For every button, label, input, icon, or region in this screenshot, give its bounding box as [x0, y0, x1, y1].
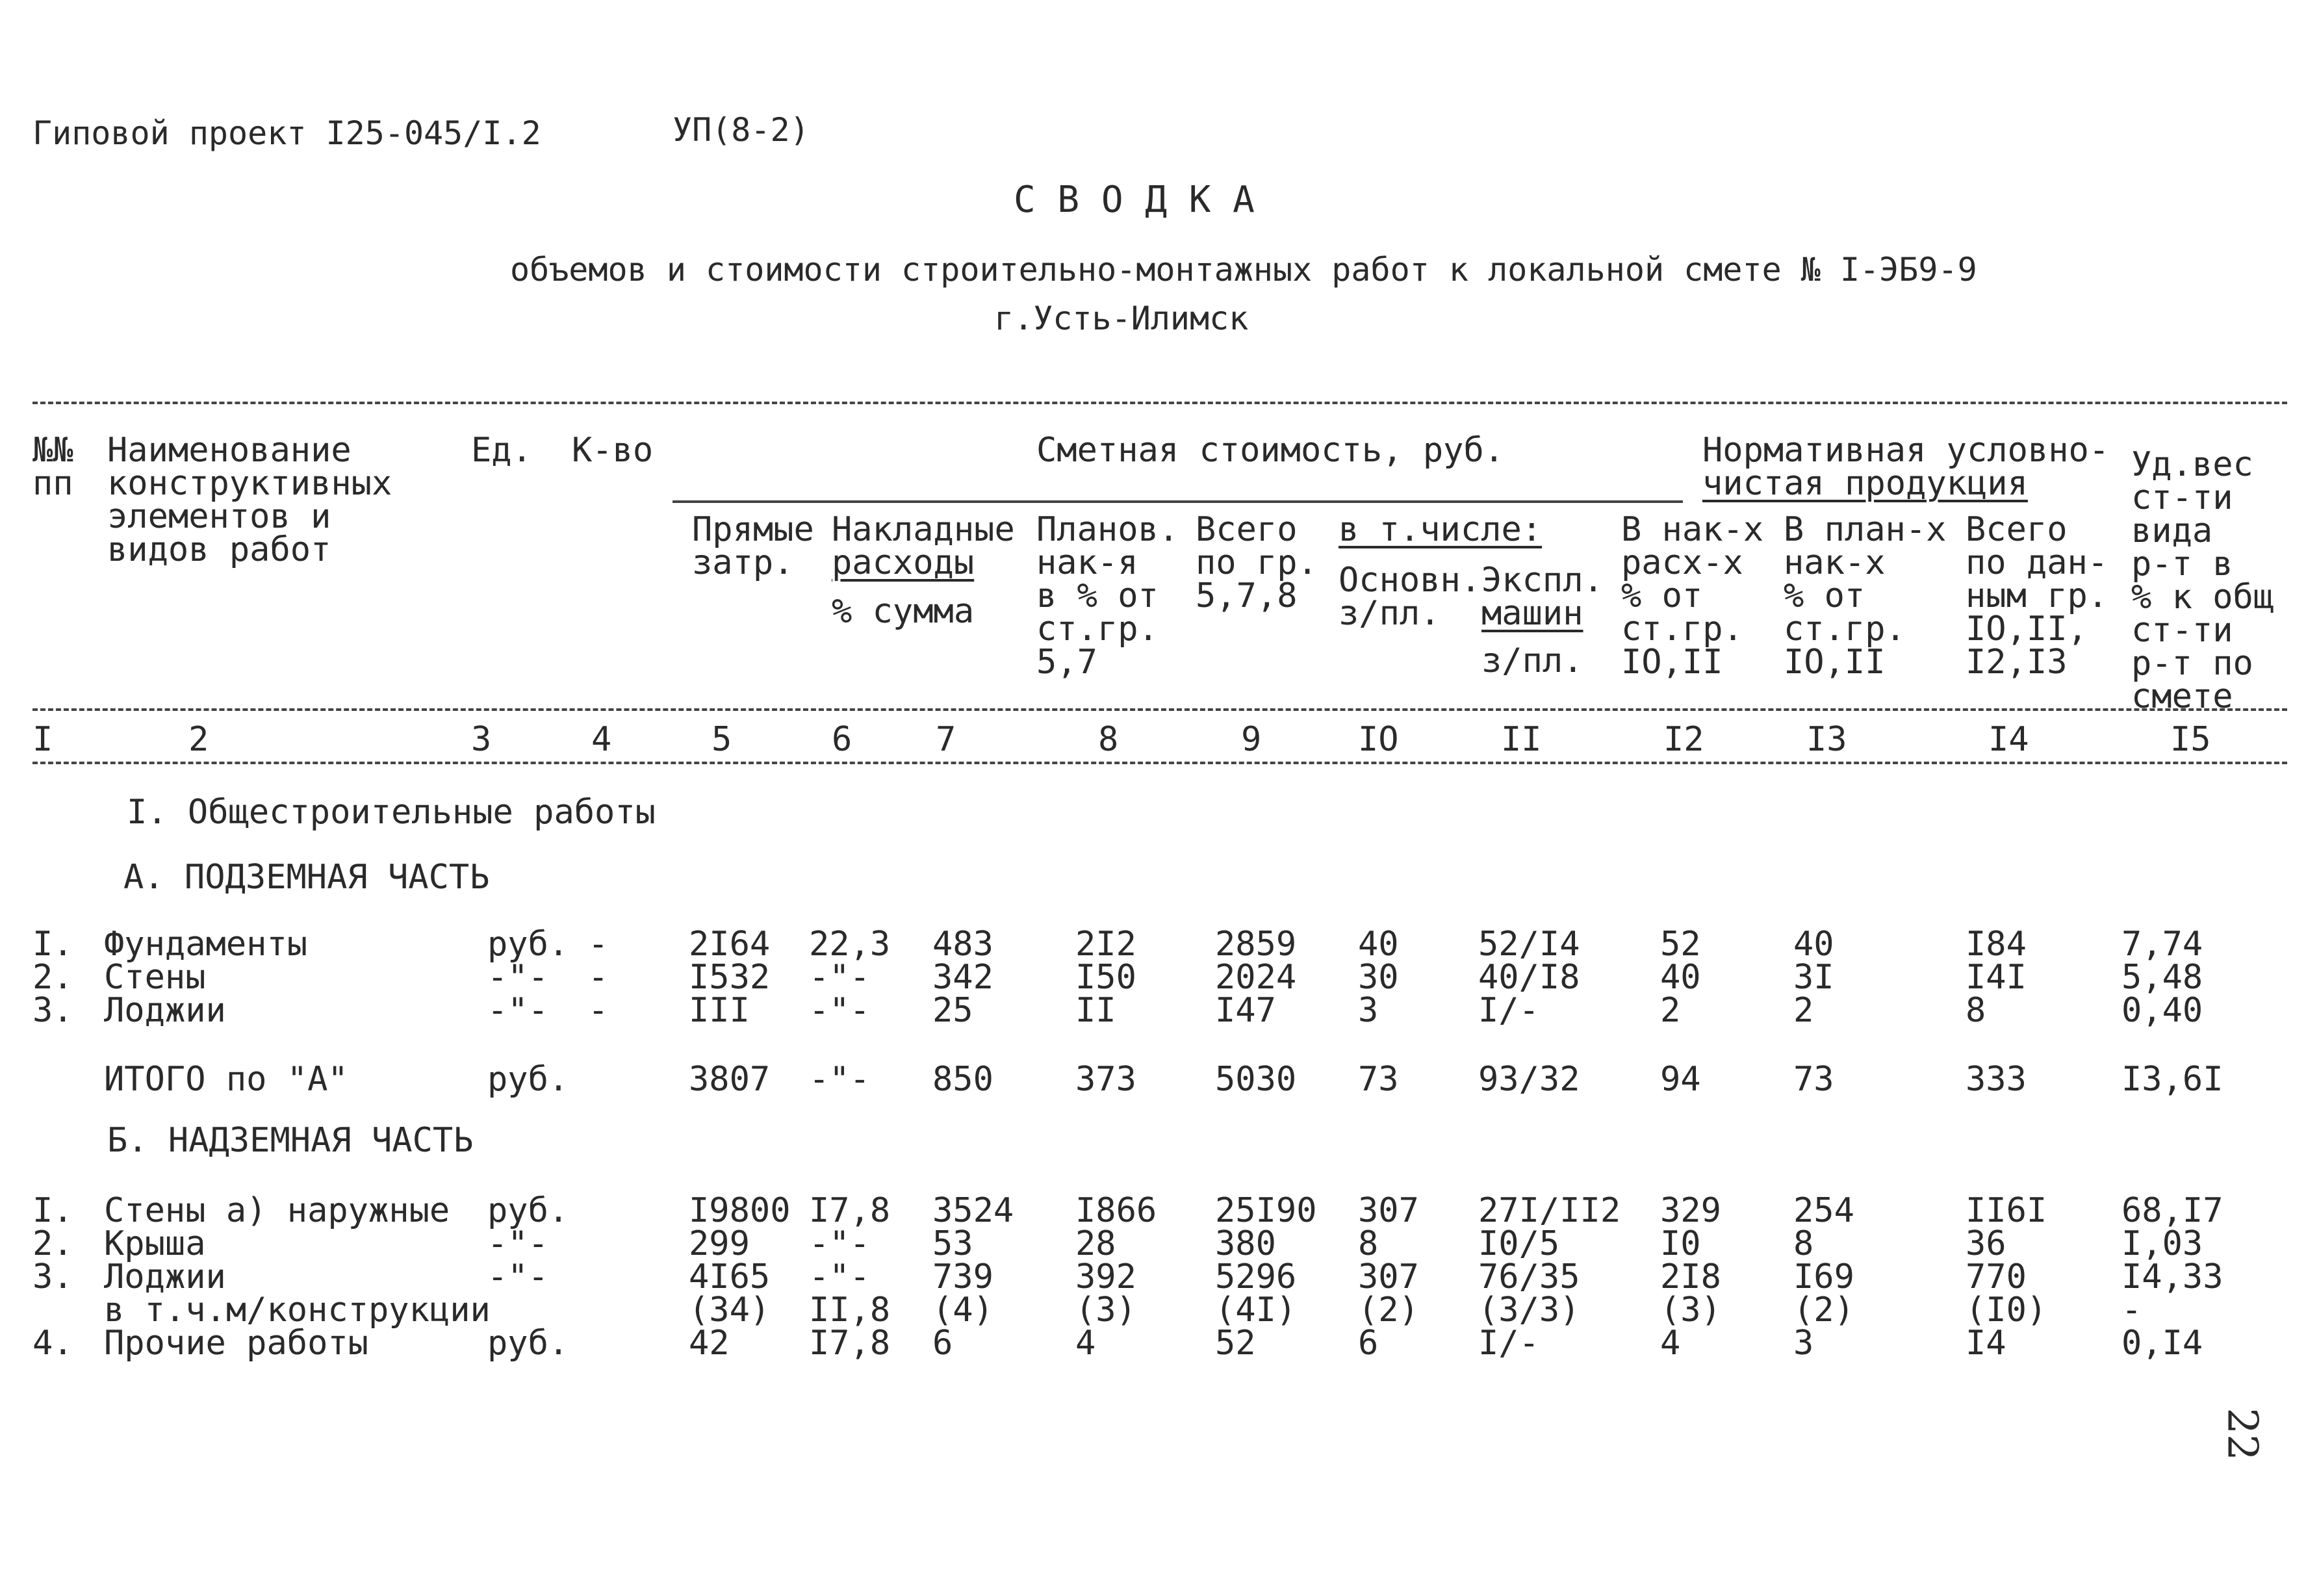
- part-a-base-wages: 40 30 3: [1358, 925, 1399, 1030]
- total-a-norm-total: 333: [1966, 1060, 2027, 1099]
- sheet-code: УП(8-2): [673, 111, 810, 149]
- header-in-overhead: В нак-х расх-х % от ст.гр. IO,II: [1621, 510, 1764, 682]
- colnum-rule: [32, 762, 2287, 764]
- part-b-norm-overhead: 329 I0 2I8 (3) 4: [1660, 1191, 1721, 1363]
- header-total-by-groups: Всего по гр. 5,7,8: [1196, 510, 1318, 615]
- total-a-base-wages: 73: [1358, 1060, 1399, 1099]
- colnum-7: 7: [936, 720, 956, 759]
- part-b-overhead-sum: 3524 53 739 (4) 6: [932, 1191, 1014, 1363]
- part-a-norm-overhead: 52 40 2: [1660, 925, 1701, 1030]
- header-total-normative: Всего по дан- ным гр. IO,II, I2,I3: [1966, 510, 2108, 682]
- header-overhead-expenses: расходы: [832, 543, 975, 582]
- part-b-base-wages: 307 8 307 (2) 6: [1358, 1191, 1419, 1363]
- part-b-norm-total: II6I 36 770 (I0) I4: [1966, 1191, 2047, 1363]
- header-rule: [32, 708, 2287, 711]
- part-b-norm-planned: 254 8 I69 (2) 3: [1793, 1191, 1854, 1363]
- colnum-9: 9: [1241, 720, 1262, 759]
- colnum-15: I5: [2170, 720, 2211, 759]
- part-b-units: руб. -"- -"- руб.: [487, 1191, 569, 1363]
- document-city: г.Усть-Илимск: [994, 300, 1249, 337]
- top-rule: [32, 402, 2287, 404]
- header-machine-operation: Экспл.: [1481, 561, 1604, 600]
- part-a-names: Фундаменты Стены Лоджии: [104, 925, 308, 1030]
- part-b-numbers: I. 2. 3. 4.: [32, 1191, 73, 1363]
- colnum-5: 5: [711, 720, 732, 759]
- header-machine-wages: з/пл.: [1481, 641, 1583, 680]
- part-b-planned-savings: I866 28 392 (3) 4: [1075, 1191, 1157, 1363]
- header-direct-costs: Прямые затр.: [692, 510, 814, 582]
- part-a-quantity: - - -: [588, 925, 609, 1030]
- header-planned-savings: Планов. нак-я в % от ст.гр. 5,7: [1036, 510, 1179, 682]
- total-a-overhead-sum: 850: [932, 1060, 993, 1099]
- part-a-units: руб. -"- -"-: [487, 925, 569, 1030]
- part-a-total: 2859 2024 I47: [1215, 925, 1297, 1030]
- colnum-4: 4: [591, 720, 612, 759]
- header-normative-products: Нормативная условно-: [1702, 431, 2110, 470]
- part-a-planned-savings: 2I2 I50 II: [1075, 925, 1136, 1030]
- colnum-13: I3: [1806, 720, 1847, 759]
- part-b-total: 25I90 380 5296 (4I) 52: [1215, 1191, 1317, 1363]
- total-a-machine-wages: 93/32: [1478, 1060, 1580, 1099]
- part-a-share: 7,74 5,48 0,40: [2121, 925, 2203, 1030]
- project-reference: Гиповой проект I25-045/I.2: [32, 114, 541, 152]
- total-a-label: ИТОГО по "А": [104, 1060, 348, 1099]
- part-a-numbers: I. 2. 3.: [32, 925, 73, 1030]
- header-net-products: чистая продукция: [1702, 464, 2028, 503]
- colnum-10: IO: [1358, 720, 1399, 759]
- part-b-title: Б. НАДЗЕМНАЯ ЧАСТЬ: [107, 1121, 474, 1160]
- part-b-overhead-percent: I7,8 -"- -"- II,8 I7,8: [809, 1191, 891, 1363]
- header-share-percent: Уд.вес ст-ти вида р-т в % к общ ст-ти р-т по смете: [2131, 445, 2274, 716]
- total-a-unit: руб.: [487, 1060, 569, 1099]
- part-a-norm-total: I84 I4I 8: [1966, 925, 2027, 1030]
- header-base-wages: Основн. з/пл.: [1339, 561, 1481, 633]
- part-a-machine-wages: 52/I4 40/I8 I/-: [1478, 925, 1580, 1030]
- part-b-names: Стены а) наружные Крыша Лоджии в т.ч.м/конструкции Прочие работы: [104, 1191, 491, 1363]
- header-number: №№ пп: [32, 431, 73, 503]
- colnum-2: 2: [188, 720, 209, 759]
- document-subtitle: объемов и стоимости строительно-монтажных работ к локальной смете № I-ЭБ9-9: [510, 251, 1977, 289]
- colnum-1: I: [32, 720, 53, 759]
- header-including: в т.числе:: [1339, 510, 1543, 549]
- colnum-6: 6: [832, 720, 852, 759]
- total-a-planned-savings: 373: [1075, 1060, 1136, 1099]
- header-machines: машин: [1481, 594, 1583, 633]
- part-a-direct-costs: 2I64 I532 III: [689, 925, 771, 1030]
- header-quantity: К-во: [572, 431, 654, 470]
- part-a-norm-planned: 40 3I 2: [1793, 925, 1834, 1030]
- total-a-norm-planned: 73: [1793, 1060, 1834, 1099]
- document-title: С В О Д К А: [1014, 179, 1255, 221]
- header-name: Наименование конструктивных элементов и видов работ: [107, 431, 392, 569]
- part-b-machine-wages: 27I/II2 I0/5 76/35 (3/3) I/-: [1478, 1191, 1621, 1363]
- part-b-share: 68,I7 I,03 I4,33 - 0,I4: [2121, 1191, 2223, 1363]
- page-number-stamp: 22: [2218, 1408, 2266, 1461]
- header-overhead: Накладные: [832, 510, 1015, 549]
- section-general-construction: I. Общестроительные работы: [127, 793, 656, 832]
- colnum-11: II: [1501, 720, 1542, 759]
- header-estimated-cost: Сметная стоимость, руб.: [1036, 431, 1505, 470]
- part-a-title: А. ПОДЗЕМНАЯ ЧАСТЬ: [123, 858, 490, 897]
- colnum-3: 3: [471, 720, 492, 759]
- header-overhead-percent-sum: % сумма: [832, 592, 975, 631]
- total-a-total: 5030: [1215, 1060, 1297, 1099]
- colnum-8: 8: [1098, 720, 1119, 759]
- total-a-overhead-percent: -"-: [809, 1060, 870, 1099]
- total-a-direct-costs: 3807: [689, 1060, 771, 1099]
- total-a-norm-overhead: 94: [1660, 1060, 1701, 1099]
- colnum-12: I2: [1663, 720, 1704, 759]
- part-b-direct-costs: I9800 299 4I65 (34) 42: [689, 1191, 791, 1363]
- part-a-overhead-sum: 483 342 25: [932, 925, 993, 1030]
- header-in-planned: В план-х нак-х % от ст.гр. IO,II: [1784, 510, 1947, 682]
- header-unit: Ед.: [471, 431, 532, 470]
- total-a-share: I3,6I: [2121, 1060, 2223, 1099]
- header-cost-rule: [673, 500, 1683, 503]
- colnum-14: I4: [1988, 720, 2029, 759]
- part-a-overhead-percent: 22,3 -"- -"-: [809, 925, 891, 1030]
